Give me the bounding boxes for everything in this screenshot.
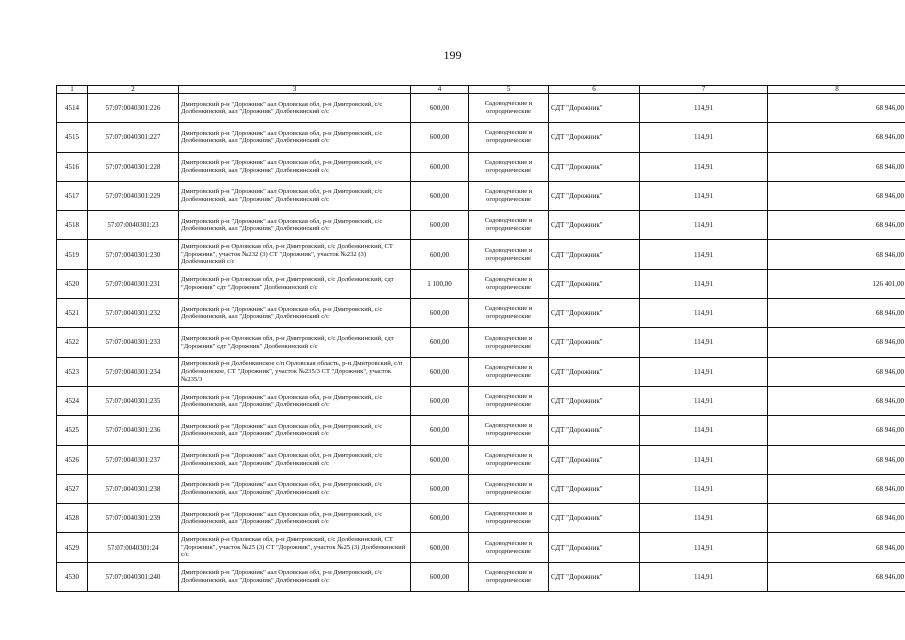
land-use-cell: Садоводческие и огороднические <box>469 152 549 181</box>
land-use-cell: Садоводческие и огороднические <box>469 299 549 328</box>
table-row <box>57 357 905 386</box>
address-cell: Дмитровский р-н "Дорожник" аал Орловская обл, р-н Дмитровский, с/с Долбенкинский, аал "Дорожник" Долбенкинский с/с <box>179 445 411 474</box>
land-use-cell: Садоводческие и огороднические <box>469 416 549 445</box>
table-row <box>57 504 905 533</box>
area-cell: 600,00 <box>411 328 469 357</box>
table-row <box>57 416 905 445</box>
land-use-cell: Садоводческие и огороднические <box>469 94 549 123</box>
organization-cell: СДТ "Дорожник" <box>549 386 640 415</box>
land-use-cell: Садоводческие и огороднические <box>469 562 549 591</box>
row-number-cell: 4528 <box>57 504 88 533</box>
organization-cell: СДТ "Дорожник" <box>549 357 640 386</box>
cadastral-number-cell: 57:07:0040301:231 <box>88 269 179 298</box>
cadastral-value-cell: 68 946,00 <box>768 386 905 415</box>
table-row <box>57 445 905 474</box>
column-header-6: 6 <box>549 86 640 94</box>
area-cell: 1 100,00 <box>411 269 469 298</box>
cadastral-value-cell: 68 946,00 <box>768 357 905 386</box>
row-number-cell: 4519 <box>57 240 88 269</box>
area-cell: 600,00 <box>411 123 469 152</box>
address-cell: Дмитровский р-н Долбенкинское с/п Орловская область, р-н Дмитровский, с/п Долбенкинское, СТ "Дорожник", участок №235/3 СТ "Дорожник", участок №235/3 <box>179 357 411 386</box>
address-cell: Дмитровский р-н Орловская обл, р-н Дмитровский, с/с Долбенкинский, СТ "Дорожник", участок №232 (3) СТ "Дорожник", участок №232 (3) Долбенкинский с/с <box>179 240 411 269</box>
cadastral-value-cell: 68 946,00 <box>768 328 905 357</box>
table-row <box>57 211 905 240</box>
address-cell: Дмитровский р-н "Дорожник" аал Орловская обл, р-н Дмитровский, с/с Долбенкинский, аал "Дорожник" Долбенкинский с/с <box>179 94 411 123</box>
row-number-cell: 4525 <box>57 416 88 445</box>
address-cell: Дмитровский р-н Орловская обл, р-н Дмитровский, с/с Долбенкинский, сдт "Дорожник" сдт "Дорожник" Долбенкинский с/с <box>179 328 411 357</box>
organization-cell: СДТ "Дорожник" <box>549 533 640 562</box>
header-row <box>57 86 905 94</box>
cadastral-value-cell: 126 401,00 <box>768 269 905 298</box>
organization-cell: СДТ "Дорожник" <box>549 474 640 503</box>
table-row <box>57 94 905 123</box>
specific-value-cell: 114,91 <box>640 416 768 445</box>
table-body <box>57 94 905 592</box>
cadastral-value-cell: 68 946,00 <box>768 562 905 591</box>
cadastral-number-cell: 57:07:0040301:234 <box>88 357 179 386</box>
column-header-1: 1 <box>57 86 88 94</box>
cadastral-number-cell: 57:07:0040301:228 <box>88 152 179 181</box>
cadastral-value-cell: 68 946,00 <box>768 94 905 123</box>
organization-cell: СДТ "Дорожник" <box>549 211 640 240</box>
specific-value-cell: 114,91 <box>640 386 768 415</box>
land-use-cell: Садоводческие и огороднические <box>469 474 549 503</box>
specific-value-cell: 114,91 <box>640 123 768 152</box>
row-number-cell: 4523 <box>57 357 88 386</box>
cadastral-number-cell: 57:07:0040301:237 <box>88 445 179 474</box>
table-row <box>57 152 905 181</box>
land-use-cell: Садоводческие и огороднические <box>469 445 549 474</box>
column-header-8: 8 <box>768 86 905 94</box>
cadastral-value-cell: 68 946,00 <box>768 152 905 181</box>
specific-value-cell: 114,91 <box>640 504 768 533</box>
address-cell: Дмитровский р-н "Дорожник" аал Орловская обл, р-н Дмитровский, с/с Долбенкинский, аал "Дорожник" Долбенкинский с/с <box>179 299 411 328</box>
row-number-cell: 4530 <box>57 562 88 591</box>
cadastral-number-cell: 57:07:0040301:227 <box>88 123 179 152</box>
cadastral-number-cell: 57:07:0040301:23 <box>88 211 179 240</box>
column-header-3: 3 <box>179 86 411 94</box>
area-cell: 600,00 <box>411 181 469 210</box>
land-use-cell: Садоводческие и огороднические <box>469 123 549 152</box>
table-row <box>57 474 905 503</box>
column-header-4: 4 <box>411 86 469 94</box>
area-cell: 600,00 <box>411 357 469 386</box>
cadastral-number-cell: 57:07:0040301:235 <box>88 386 179 415</box>
organization-cell: СДТ "Дорожник" <box>549 445 640 474</box>
specific-value-cell: 114,91 <box>640 211 768 240</box>
cadastral-value-cell: 68 946,00 <box>768 474 905 503</box>
address-cell: Дмитровский р-н "Дорожник" аал Орловская обл, р-н Дмитровский, с/с Долбенкинский, аал "Дорожник" Долбенкинский с/с <box>179 152 411 181</box>
column-header-7: 7 <box>640 86 768 94</box>
organization-cell: СДТ "Дорожник" <box>549 152 640 181</box>
table-row <box>57 123 905 152</box>
area-cell: 600,00 <box>411 416 469 445</box>
area-cell: 600,00 <box>411 240 469 269</box>
row-number-cell: 4515 <box>57 123 88 152</box>
cadastral-number-cell: 57:07:0040301:233 <box>88 328 179 357</box>
address-cell: Дмитровский р-н Орловская обл, р-н Дмитровский, с/с Долбенкинский, сдт "Дорожник" сдт "Дорожник" Долбенкинский с/с <box>179 269 411 298</box>
table-row <box>57 269 905 298</box>
address-cell: Дмитровский р-н "Дорожник" аал Орловская обл, р-н Дмитровский, с/с Долбенкинский, аал "Дорожник" Долбенкинский с/с <box>179 181 411 210</box>
cadastral-number-cell: 57:07:0040301:240 <box>88 562 179 591</box>
specific-value-cell: 114,91 <box>640 94 768 123</box>
cadastral-number-cell: 57:07:0040301:238 <box>88 474 179 503</box>
area-cell: 600,00 <box>411 533 469 562</box>
row-number-cell: 4518 <box>57 211 88 240</box>
land-use-cell: Садоводческие и огороднические <box>469 211 549 240</box>
land-use-cell: Садоводческие и огороднические <box>469 181 549 210</box>
address-cell: Дмитровский р-н "Дорожник" аал Орловская обл, р-н Дмитровский, с/с Долбенкинский, аал "Дорожник" Долбенкинский с/с <box>179 504 411 533</box>
area-cell: 600,00 <box>411 474 469 503</box>
organization-cell: СДТ "Дорожник" <box>549 504 640 533</box>
area-cell: 600,00 <box>411 94 469 123</box>
specific-value-cell: 114,91 <box>640 445 768 474</box>
row-number-cell: 4524 <box>57 386 88 415</box>
specific-value-cell: 114,91 <box>640 152 768 181</box>
cadastral-value-cell: 68 946,00 <box>768 211 905 240</box>
cadastral-value-cell: 68 946,00 <box>768 504 905 533</box>
specific-value-cell: 114,91 <box>640 533 768 562</box>
specific-value-cell: 114,91 <box>640 181 768 210</box>
organization-cell: СДТ "Дорожник" <box>549 181 640 210</box>
table-row <box>57 299 905 328</box>
specific-value-cell: 114,91 <box>640 269 768 298</box>
cadastral-value-cell: 68 946,00 <box>768 533 905 562</box>
cadastral-value-cell: 68 946,00 <box>768 299 905 328</box>
area-cell: 600,00 <box>411 386 469 415</box>
cadastral-value-cell: 68 946,00 <box>768 240 905 269</box>
organization-cell: СДТ "Дорожник" <box>549 562 640 591</box>
row-number-cell: 4517 <box>57 181 88 210</box>
land-use-cell: Садоводческие и огороднические <box>469 357 549 386</box>
table-row <box>57 562 905 591</box>
specific-value-cell: 114,91 <box>640 328 768 357</box>
row-number-cell: 4516 <box>57 152 88 181</box>
land-use-cell: Садоводческие и огороднические <box>469 240 549 269</box>
area-cell: 600,00 <box>411 445 469 474</box>
address-cell: Дмитровский р-н "Дорожник" аал Орловская обл, р-н Дмитровский, с/с Долбенкинский, аал "Дорожник" Долбенкинский с/с <box>179 562 411 591</box>
area-cell: 600,00 <box>411 211 469 240</box>
cadastral-value-cell: 68 946,00 <box>768 181 905 210</box>
area-cell: 600,00 <box>411 152 469 181</box>
address-cell: Дмитровский р-н "Дорожник" аал Орловская обл, р-н Дмитровский, с/с Долбенкинский, аал "Дорожник" Долбенкинский с/с <box>179 123 411 152</box>
cadastral-table <box>56 85 905 592</box>
cadastral-number-cell: 57:07:0040301:232 <box>88 299 179 328</box>
organization-cell: СДТ "Дорожник" <box>549 328 640 357</box>
cadastral-number-cell: 57:07:0040301:24 <box>88 533 179 562</box>
land-use-cell: Садоводческие и огороднические <box>469 386 549 415</box>
cadastral-number-cell: 57:07:0040301:230 <box>88 240 179 269</box>
area-cell: 600,00 <box>411 299 469 328</box>
cadastral-number-cell: 57:07:0040301:236 <box>88 416 179 445</box>
row-number-cell: 4514 <box>57 94 88 123</box>
page-number: 199 <box>443 48 462 62</box>
organization-cell: СДТ "Дорожник" <box>549 299 640 328</box>
table-row <box>57 386 905 415</box>
table-row <box>57 533 905 562</box>
cadastral-number-cell: 57:07:0040301:239 <box>88 504 179 533</box>
specific-value-cell: 114,91 <box>640 240 768 269</box>
cadastral-number-cell: 57:07:0040301:226 <box>88 94 179 123</box>
table-row <box>57 181 905 210</box>
table-row <box>57 328 905 357</box>
row-number-cell: 4526 <box>57 445 88 474</box>
specific-value-cell: 114,91 <box>640 357 768 386</box>
land-use-cell: Садоводческие и огороднические <box>469 269 549 298</box>
specific-value-cell: 114,91 <box>640 299 768 328</box>
area-cell: 600,00 <box>411 504 469 533</box>
specific-value-cell: 114,91 <box>640 474 768 503</box>
column-header-2: 2 <box>88 86 179 94</box>
row-number-cell: 4521 <box>57 299 88 328</box>
row-number-cell: 4529 <box>57 533 88 562</box>
row-number-cell: 4527 <box>57 474 88 503</box>
address-cell: Дмитровский р-н Орловская обл, р-н Дмитровский, с/с Долбенкинский, СТ "Дорожник", участок №25 (3) СТ "Дорожник", участок №25 (3) Долбенкинский с/с <box>179 533 411 562</box>
address-cell: Дмитровский р-н "Дорожник" аал Орловская обл, р-н Дмитровский, с/с Долбенкинский, аал "Дорожник" Долбенкинский с/с <box>179 416 411 445</box>
cadastral-value-cell: 68 946,00 <box>768 416 905 445</box>
row-number-cell: 4520 <box>57 269 88 298</box>
land-use-cell: Садоводческие и огороднические <box>469 328 549 357</box>
land-use-cell: Садоводческие и огороднические <box>469 533 549 562</box>
specific-value-cell: 114,91 <box>640 562 768 591</box>
address-cell: Дмитровский р-н "Дорожник" аал Орловская обл, р-н Дмитровский, с/с Долбенкинский, аал "Дорожник" Долбенкинский с/с <box>179 211 411 240</box>
organization-cell: СДТ "Дорожник" <box>549 94 640 123</box>
row-number-cell: 4522 <box>57 328 88 357</box>
organization-cell: СДТ "Дорожник" <box>549 123 640 152</box>
column-header-5: 5 <box>469 86 549 94</box>
cadastral-value-cell: 68 946,00 <box>768 123 905 152</box>
organization-cell: СДТ "Дорожник" <box>549 269 640 298</box>
address-cell: Дмитровский р-н "Дорожник" аал Орловская обл, р-н Дмитровский, с/с Долбенкинский, аал "Дорожник" Долбенкинский с/с <box>179 474 411 503</box>
table-row <box>57 240 905 269</box>
cadastral-value-cell: 68 946,00 <box>768 445 905 474</box>
address-cell: Дмитровский р-н "Дорожник" аал Орловская обл, р-н Дмитровский, с/с Долбенкинский, аал "Дорожник" Долбенкинский с/с <box>179 386 411 415</box>
land-use-cell: Садоводческие и огороднические <box>469 504 549 533</box>
area-cell: 600,00 <box>411 562 469 591</box>
organization-cell: СДТ "Дорожник" <box>549 416 640 445</box>
cadastral-number-cell: 57:07:0040301:229 <box>88 181 179 210</box>
organization-cell: СДТ "Дорожник" <box>549 240 640 269</box>
